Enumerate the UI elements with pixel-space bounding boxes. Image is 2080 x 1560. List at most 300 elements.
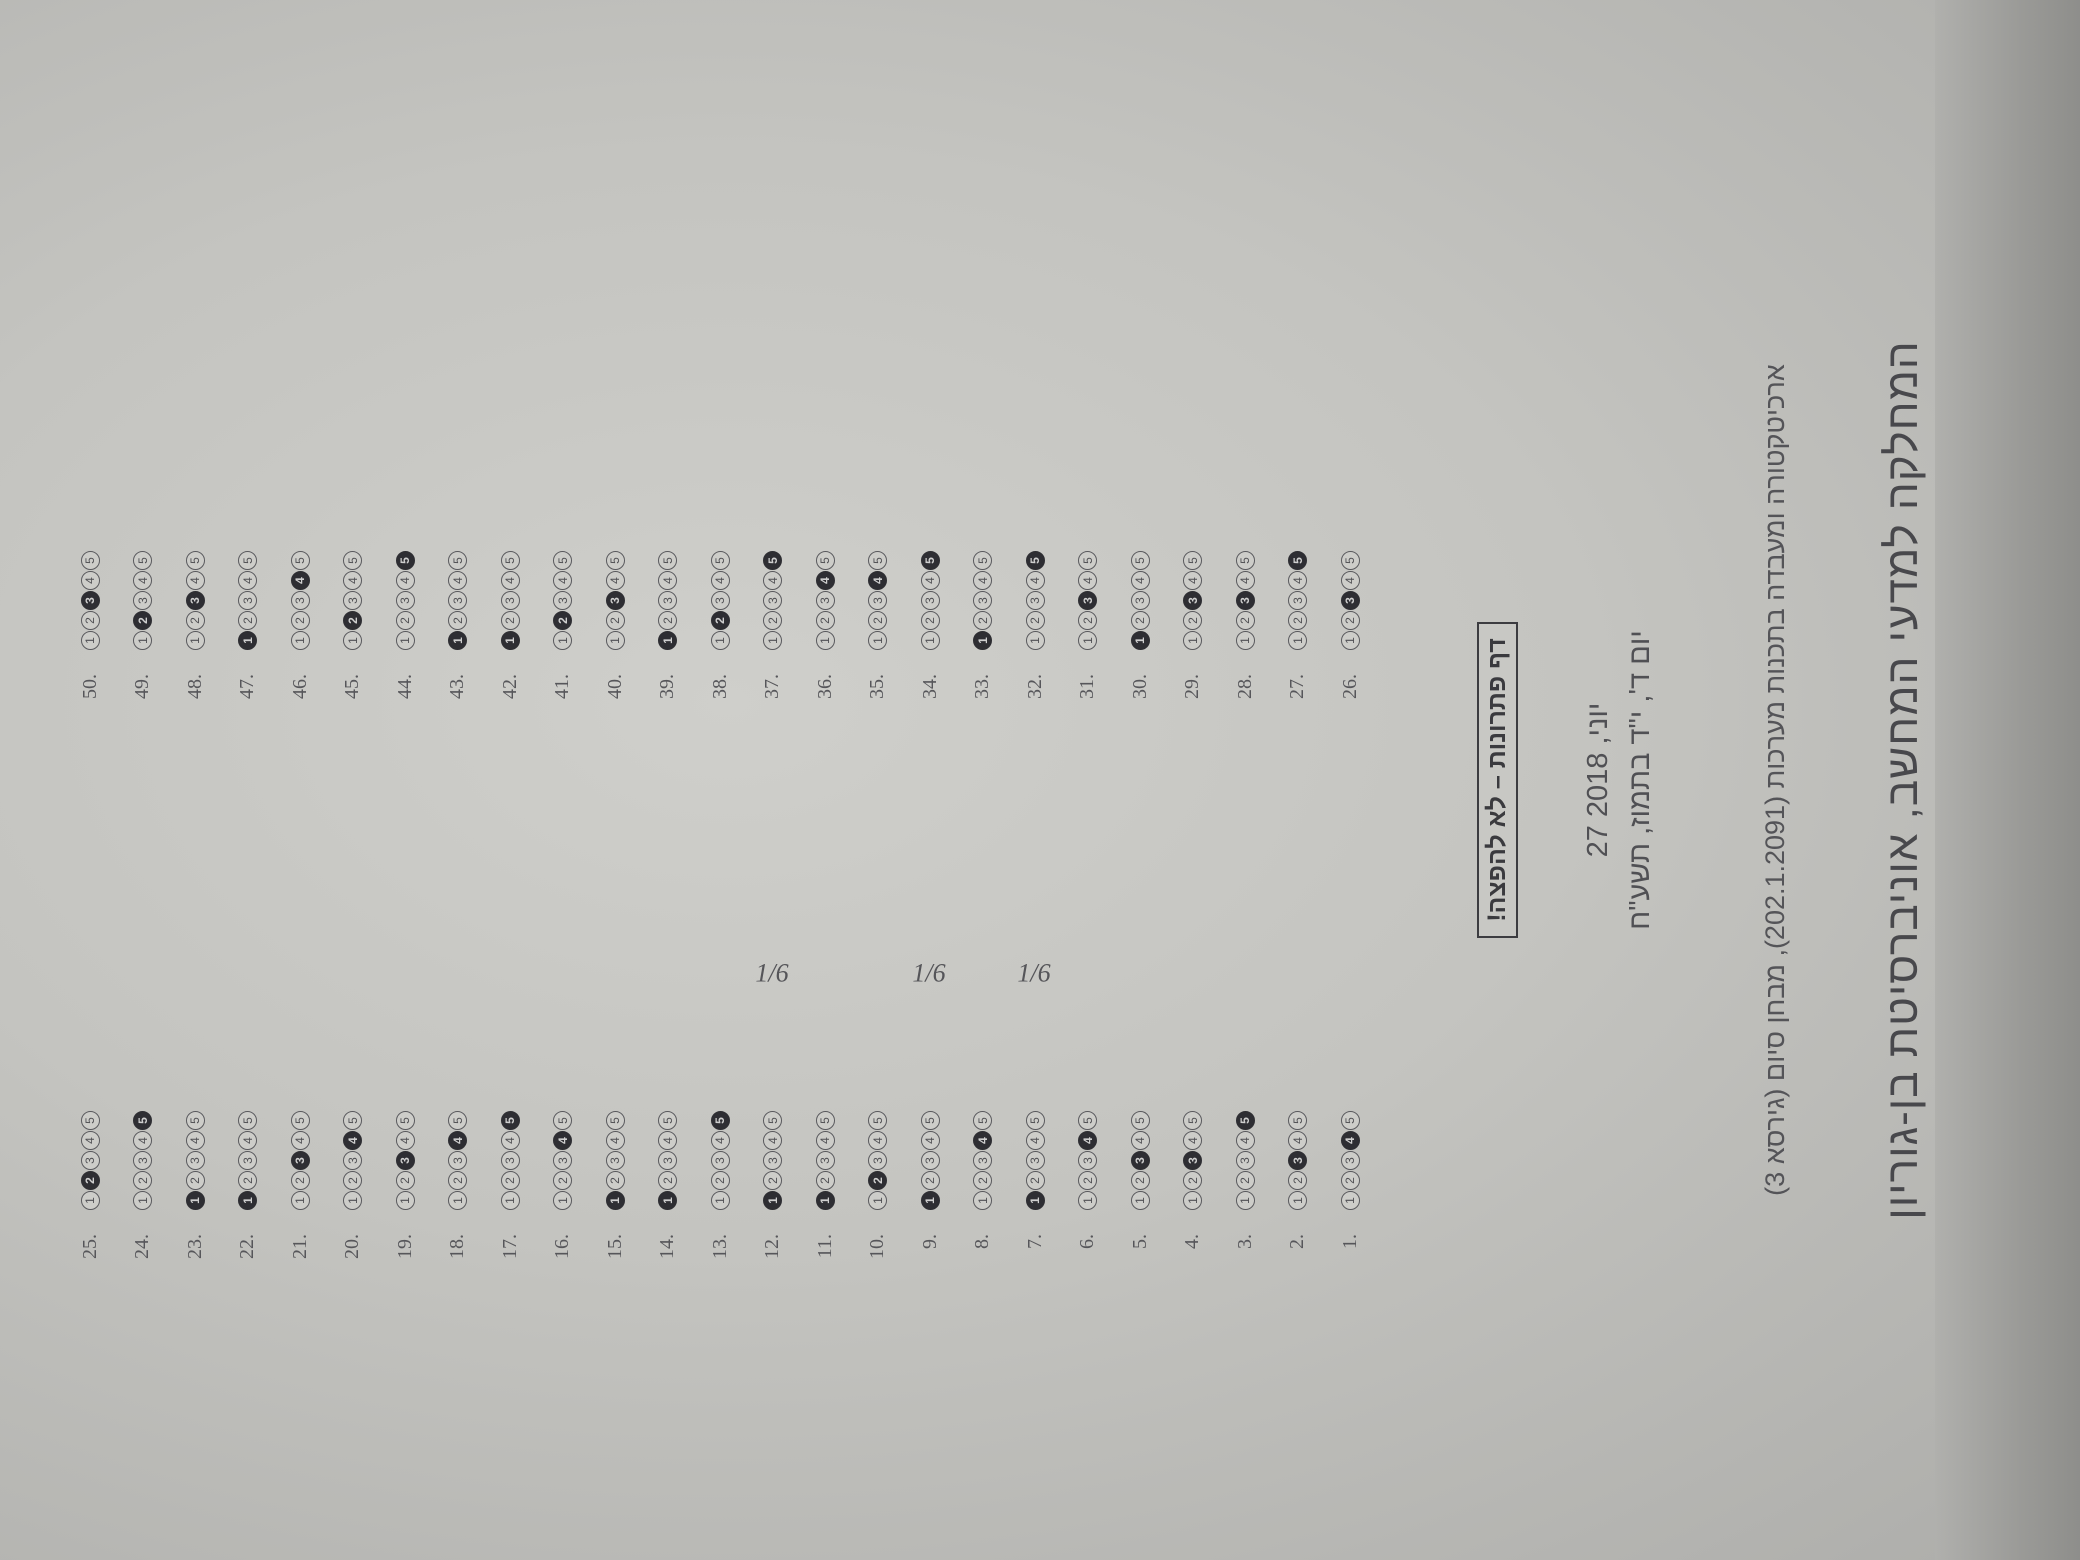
answer-row <box>228 1110 268 1290</box>
answer-row <box>648 1110 688 1290</box>
answer-bubble[interactable]: 2 <box>606 1171 625 1190</box>
answer-bubble[interactable]: 1 <box>343 631 362 650</box>
answer-bubble-filled[interactable]: 2 <box>553 611 572 630</box>
answer-bubble[interactable]: 4 <box>606 1131 625 1150</box>
answer-bubble[interactable]: 1 <box>1341 1191 1360 1210</box>
answer-bubble[interactable]: 4 <box>658 1131 677 1150</box>
answer-bubble[interactable]: 5 <box>868 551 887 570</box>
answer-bubble[interactable]: 4 <box>396 571 415 590</box>
answer-bubble[interactable]: 5 <box>1131 551 1150 570</box>
answer-bubble[interactable]: 2 <box>1078 1171 1097 1190</box>
answer-bubble[interactable]: 4 <box>238 571 257 590</box>
answer-bubble-filled[interactable]: 3 <box>1131 1151 1150 1170</box>
answer-bubble-filled[interactable]: 1 <box>448 631 467 650</box>
answer-bubble[interactable]: 2 <box>658 611 677 630</box>
answer-bubble[interactable]: 2 <box>1131 1171 1150 1190</box>
answer-bubble[interactable]: 2 <box>763 1171 782 1190</box>
answer-bubble[interactable]: 1 <box>81 631 100 650</box>
answer-bubble[interactable]: 5 <box>396 1111 415 1130</box>
answer-row <box>1225 550 1265 730</box>
answer-bubble[interactable]: 2 <box>1183 1171 1202 1190</box>
answer-row <box>490 550 530 730</box>
answer-bubble[interactable]: 1 <box>1341 631 1360 650</box>
answer-bubble[interactable]: 5 <box>1341 1111 1360 1130</box>
answer-bubble-filled[interactable]: 4 <box>1341 1131 1360 1150</box>
answer-bubble[interactable]: 4 <box>1131 571 1150 590</box>
answer-bubble[interactable]: 5 <box>1183 1111 1202 1130</box>
answer-bubble[interactable]: 1 <box>291 1191 310 1210</box>
answer-bubble[interactable]: 1 <box>81 1191 100 1210</box>
answer-bubble[interactable]: 4 <box>1341 571 1360 590</box>
answer-bubble[interactable]: 1 <box>448 1191 467 1210</box>
answer-bubble[interactable]: 2 <box>343 1171 362 1190</box>
answer-bubble[interactable]: 4 <box>186 1131 205 1150</box>
answer-bubble[interactable]: 3 <box>291 591 310 610</box>
answer-bubble[interactable]: 2 <box>291 1171 310 1190</box>
answer-bubble[interactable]: 2 <box>658 1171 677 1190</box>
answer-bubble[interactable]: 2 <box>763 611 782 630</box>
answer-bubble[interactable]: 5 <box>133 551 152 570</box>
question-number: 20. <box>341 1234 363 1259</box>
answer-row <box>1330 1110 1370 1290</box>
answer-bubble-filled[interactable]: 2 <box>81 1171 100 1190</box>
answer-bubble[interactable]: 2 <box>711 1171 730 1190</box>
answer-bubble-filled[interactable]: 3 <box>81 591 100 610</box>
answer-bubble[interactable]: 3 <box>816 591 835 610</box>
answer-bubble[interactable]: 4 <box>553 571 572 590</box>
answer-bubble[interactable]: 4 <box>1288 571 1307 590</box>
answer-bubble[interactable]: 2 <box>396 611 415 630</box>
answer-bubble[interactable]: 1 <box>501 1191 520 1210</box>
answer-bubble[interactable]: 3 <box>1131 591 1150 610</box>
answer-bubble-filled[interactable]: 2 <box>133 611 152 630</box>
answer-bubble[interactable]: 4 <box>396 1131 415 1150</box>
answer-bubble[interactable]: 1 <box>921 631 940 650</box>
answer-bubble[interactable]: 1 <box>973 1191 992 1210</box>
answer-bubble[interactable]: 2 <box>1131 611 1150 630</box>
answer-row <box>910 1110 950 1290</box>
answer-bubble[interactable]: 1 <box>868 1191 887 1210</box>
answer-bubble[interactable]: 3 <box>343 1151 362 1170</box>
answer-bubble-filled[interactable]: 5 <box>711 1111 730 1130</box>
answer-bubble[interactable]: 2 <box>553 1171 572 1190</box>
question-number: 34. <box>918 674 941 699</box>
answer-bubble[interactable]: 5 <box>1288 1111 1307 1130</box>
answer-bubble[interactable]: 5 <box>868 1111 887 1130</box>
answer-bubble[interactable]: 5 <box>501 551 520 570</box>
answer-bubble[interactable]: 5 <box>81 1111 100 1130</box>
answer-bubble[interactable]: 4 <box>133 1131 152 1150</box>
answer-bubble[interactable]: 3 <box>133 1151 152 1170</box>
answer-bubble[interactable]: 2 <box>448 611 467 630</box>
answer-bubble[interactable]: 4 <box>606 571 625 590</box>
answer-bubble-filled[interactable]: 5 <box>921 551 940 570</box>
answer-bubble[interactable]: 1 <box>133 631 152 650</box>
question-number: 1. <box>1338 1234 1361 1249</box>
answer-bubble[interactable]: 1 <box>343 1191 362 1210</box>
answer-bubble-filled[interactable]: 1 <box>1131 631 1150 650</box>
answer-bubble-filled[interactable]: 4 <box>1078 1131 1097 1150</box>
answer-bubble[interactable]: 3 <box>658 1151 677 1170</box>
answer-bubble[interactable]: 5 <box>553 1111 572 1130</box>
answer-bubble-filled[interactable]: 3 <box>1288 1151 1307 1170</box>
answer-bubble[interactable]: 4 <box>921 1131 940 1150</box>
answer-bubble-filled[interactable]: 3 <box>186 591 205 610</box>
answer-bubble[interactable]: 4 <box>763 571 782 590</box>
answer-bubble[interactable]: 1 <box>396 1191 415 1210</box>
answer-bubble-filled[interactable]: 1 <box>658 631 677 650</box>
answer-bubble-filled[interactable]: 4 <box>816 571 835 590</box>
answer-bubble[interactable]: 1 <box>291 631 310 650</box>
answer-bubble-filled[interactable]: 1 <box>921 1191 940 1210</box>
answer-row <box>70 1110 110 1290</box>
answer-bubble[interactable]: 5 <box>973 1111 992 1130</box>
answer-bubble[interactable]: 2 <box>973 1171 992 1190</box>
question-number: 37. <box>761 674 783 699</box>
answer-row <box>1278 550 1318 730</box>
answer-bubble-filled[interactable]: 3 <box>1183 1151 1202 1170</box>
answer-bubble[interactable]: 2 <box>921 1171 940 1190</box>
answer-bubble[interactable]: 1 <box>763 631 782 650</box>
answer-bubble[interactable]: 4 <box>1078 571 1097 590</box>
answer-bubble[interactable]: 5 <box>186 551 205 570</box>
answer-bubble-filled[interactable]: 4 <box>868 571 887 590</box>
answer-bubble[interactable]: 4 <box>868 1131 887 1150</box>
answer-bubble[interactable]: 2 <box>1078 611 1097 630</box>
answer-bubble[interactable]: 5 <box>448 1111 467 1130</box>
answer-bubble[interactable]: 2 <box>606 611 625 630</box>
answer-bubble[interactable]: 1 <box>711 1191 730 1210</box>
answer-bubble[interactable]: 2 <box>1341 1171 1360 1190</box>
answer-bubble[interactable]: 4 <box>81 1131 100 1150</box>
question-number: 48. <box>183 674 206 699</box>
answer-bubble[interactable]: 4 <box>1026 571 1045 590</box>
answer-bubble[interactable]: 5 <box>81 551 100 570</box>
answer-bubble[interactable]: 4 <box>1131 1131 1150 1150</box>
answer-row <box>1068 550 1108 730</box>
answer-bubble-filled[interactable]: 1 <box>973 631 992 650</box>
answer-bubble[interactable]: 1 <box>868 631 887 650</box>
answer-bubble[interactable]: 2 <box>1288 1171 1307 1190</box>
answer-row <box>385 550 425 730</box>
answer-bubble[interactable]: 3 <box>763 591 782 610</box>
answer-bubble[interactable]: 5 <box>711 551 730 570</box>
answer-bubble-filled[interactable]: 3 <box>396 1151 415 1170</box>
answer-bubble-filled[interactable]: 5 <box>396 551 415 570</box>
answer-row <box>333 1110 373 1290</box>
answer-row <box>648 550 688 730</box>
answer-row <box>543 550 583 730</box>
answer-bubble[interactable]: 4 <box>501 1131 520 1150</box>
question-number: 6. <box>1076 1234 1098 1249</box>
answer-bubble[interactable]: 3 <box>238 591 257 610</box>
answer-row <box>963 1110 1003 1290</box>
answer-bubble[interactable]: 5 <box>1078 1111 1097 1130</box>
answer-bubble[interactable]: 1 <box>711 631 730 650</box>
answer-bubble[interactable]: 4 <box>186 571 205 590</box>
answer-bubble[interactable]: 1 <box>1183 1191 1202 1210</box>
answer-row <box>1330 550 1370 730</box>
answer-bubble[interactable]: 3 <box>448 1151 467 1170</box>
answer-bubble[interactable]: 5 <box>238 551 257 570</box>
answer-bubble-filled[interactable]: 2 <box>711 611 730 630</box>
answer-row <box>1225 1110 1265 1290</box>
answer-bubble[interactable]: 4 <box>448 571 467 590</box>
answer-bubble[interactable]: 2 <box>1288 611 1307 630</box>
answer-bubble[interactable]: 3 <box>816 1151 835 1170</box>
answer-bubble[interactable]: 3 <box>973 591 992 610</box>
question-number: 11. <box>813 1234 836 1259</box>
question-number: 31. <box>1076 674 1098 699</box>
answer-bubble[interactable]: 4 <box>238 1131 257 1150</box>
answer-bubble[interactable]: 2 <box>186 611 205 630</box>
answer-bubble[interactable]: 2 <box>921 611 940 630</box>
answer-bubble[interactable]: 2 <box>1341 611 1360 630</box>
answer-bubble-filled[interactable]: 4 <box>448 1131 467 1150</box>
answer-bubble-filled[interactable]: 5 <box>763 551 782 570</box>
answer-bubble[interactable]: 3 <box>763 1151 782 1170</box>
answer-bubble-filled[interactable]: 1 <box>501 631 520 650</box>
answer-bubble[interactable]: 4 <box>133 571 152 590</box>
answer-bubble[interactable]: 2 <box>1236 611 1255 630</box>
answer-bubble[interactable]: 3 <box>658 591 677 610</box>
answer-bubble[interactable]: 5 <box>1131 1111 1150 1130</box>
answer-bubble[interactable]: 1 <box>606 631 625 650</box>
answer-bubble[interactable]: 3 <box>553 591 572 610</box>
answer-bubble[interactable]: 3 <box>1078 1151 1097 1170</box>
answer-bubble[interactable]: 3 <box>1341 1151 1360 1170</box>
question-number: 28. <box>1233 674 1256 699</box>
answer-bubble-filled[interactable]: 4 <box>553 1131 572 1150</box>
answer-bubble[interactable]: 3 <box>501 1151 520 1170</box>
answer-bubble[interactable]: 5 <box>291 551 310 570</box>
answer-bubble[interactable]: 5 <box>343 1111 362 1130</box>
answer-bubble[interactable]: 4 <box>343 571 362 590</box>
answer-bubble[interactable]: 5 <box>238 1111 257 1130</box>
answer-row <box>858 550 898 730</box>
answer-bubble[interactable]: 2 <box>1236 1171 1255 1190</box>
answer-bubble[interactable]: 4 <box>763 1131 782 1150</box>
answer-bubble[interactable]: 5 <box>921 1111 940 1130</box>
answer-bubble[interactable]: 5 <box>606 1111 625 1130</box>
answer-row <box>595 1110 635 1290</box>
answer-bubble[interactable]: 3 <box>921 1151 940 1170</box>
answer-bubble[interactable]: 3 <box>448 591 467 610</box>
answer-bubble-filled[interactable]: 3 <box>291 1151 310 1170</box>
answer-bubble[interactable]: 5 <box>763 1111 782 1130</box>
answer-bubble[interactable]: 2 <box>1026 1171 1045 1190</box>
answer-bubble[interactable]: 1 <box>1236 631 1255 650</box>
answer-bubble[interactable]: 4 <box>1236 571 1255 590</box>
answer-bubble-filled[interactable]: 1 <box>238 1191 257 1210</box>
gregorian-date: 27 יוני, 2018 <box>1582 702 1614 858</box>
answer-bubble[interactable]: 3 <box>711 1151 730 1170</box>
answer-bubble[interactable]: 4 <box>291 1131 310 1150</box>
answer-bubble[interactable]: 3 <box>396 591 415 610</box>
answer-bubble[interactable]: 1 <box>553 1191 572 1210</box>
answer-bubble[interactable]: 1 <box>1288 1191 1307 1210</box>
question-number: 38. <box>708 674 731 699</box>
answer-bubble[interactable]: 3 <box>238 1151 257 1170</box>
answer-bubble[interactable]: 5 <box>658 551 677 570</box>
answer-bubble-filled[interactable]: 5 <box>1026 551 1045 570</box>
answer-bubble-filled[interactable]: 3 <box>1236 591 1255 610</box>
question-number: 42. <box>498 674 521 699</box>
answer-bubble[interactable]: 2 <box>501 611 520 630</box>
question-number: 22. <box>236 1234 258 1259</box>
answer-bubble[interactable]: 3 <box>868 1151 887 1170</box>
answer-bubble[interactable]: 5 <box>816 551 835 570</box>
answer-bubble[interactable]: 4 <box>816 1131 835 1150</box>
answer-bubble[interactable]: 2 <box>396 1171 415 1190</box>
answer-bubble[interactable]: 2 <box>501 1171 520 1190</box>
answer-bubble[interactable]: 5 <box>186 1111 205 1130</box>
answer-bubble[interactable]: 2 <box>1183 611 1202 630</box>
answer-bubble[interactable]: 3 <box>921 591 940 610</box>
answer-bubble[interactable]: 2 <box>238 1171 257 1190</box>
answer-bubble[interactable]: 5 <box>973 551 992 570</box>
question-number: 12. <box>761 1234 783 1259</box>
answer-bubble[interactable]: 1 <box>816 631 835 650</box>
answer-bubble-filled[interactable]: 1 <box>186 1191 205 1210</box>
answer-bubble[interactable]: 5 <box>553 551 572 570</box>
question-number: 44. <box>393 674 416 699</box>
answer-bubble-filled[interactable]: 1 <box>606 1191 625 1210</box>
answer-row <box>595 550 635 730</box>
answer-bubble[interactable]: 5 <box>1078 551 1097 570</box>
solution-notice: דף פתרונות – לא להפצה! <box>1477 622 1518 938</box>
answer-bubble[interactable]: 4 <box>921 571 940 590</box>
answer-bubble[interactable]: 1 <box>186 631 205 650</box>
answer-bubble[interactable]: 5 <box>606 551 625 570</box>
answer-bubble[interactable]: 4 <box>1183 1131 1202 1150</box>
answer-bubble[interactable]: 3 <box>973 1151 992 1170</box>
answer-bubble[interactable]: 1 <box>1078 631 1097 650</box>
answer-bubble[interactable]: 2 <box>186 1171 205 1190</box>
answer-bubble[interactable]: 2 <box>1026 611 1045 630</box>
answer-bubble-filled[interactable]: 1 <box>238 631 257 650</box>
answer-bubble-filled[interactable]: 4 <box>343 1131 362 1150</box>
answer-bubble[interactable]: 2 <box>816 611 835 630</box>
answer-bubble[interactable]: 1 <box>1183 631 1202 650</box>
question-number: 23. <box>183 1234 206 1259</box>
answer-bubble-filled[interactable]: 1 <box>763 1191 782 1210</box>
answer-bubble[interactable]: 1 <box>133 1191 152 1210</box>
answer-bubble[interactable]: 5 <box>1183 551 1202 570</box>
answer-bubble[interactable]: 2 <box>973 611 992 630</box>
answer-bubble[interactable]: 1 <box>1131 1191 1150 1210</box>
answer-bubble[interactable]: 5 <box>343 551 362 570</box>
answer-bubble[interactable]: 5 <box>1341 551 1360 570</box>
handwritten-mark: 1/6 <box>1017 958 1051 988</box>
question-number: 4. <box>1181 1234 1203 1249</box>
answer-bubble[interactable]: 5 <box>816 1111 835 1130</box>
answer-bubble[interactable]: 4 <box>1026 1131 1045 1150</box>
answer-bubble-filled[interactable]: 3 <box>1183 591 1202 610</box>
answer-bubble[interactable]: 3 <box>81 1151 100 1170</box>
answer-bubble[interactable]: 3 <box>501 591 520 610</box>
answer-bubble[interactable]: 2 <box>448 1171 467 1190</box>
answer-bubble-filled[interactable]: 5 <box>1236 1111 1255 1130</box>
answer-bubble[interactable]: 3 <box>343 591 362 610</box>
answer-bubble[interactable]: 4 <box>81 571 100 590</box>
answer-bubble[interactable]: 2 <box>133 1171 152 1190</box>
answer-bubble[interactable]: 1 <box>1026 631 1045 650</box>
answer-bubble-filled[interactable]: 2 <box>868 1171 887 1190</box>
question-number: 49. <box>131 674 153 699</box>
answer-bubble-filled[interactable]: 1 <box>658 1191 677 1210</box>
answer-bubble[interactable]: 3 <box>1026 591 1045 610</box>
answer-bubble[interactable]: 1 <box>1288 631 1307 650</box>
answer-bubble[interactable]: 3 <box>868 591 887 610</box>
answer-bubble-filled[interactable]: 1 <box>816 1191 835 1210</box>
answer-bubble-filled[interactable]: 2 <box>343 611 362 630</box>
answer-bubble[interactable]: 5 <box>1026 1111 1045 1130</box>
answer-bubble-filled[interactable]: 5 <box>133 1111 152 1130</box>
answer-bubble[interactable]: 1 <box>1078 1191 1097 1210</box>
answer-bubble[interactable]: 4 <box>1183 571 1202 590</box>
answer-row <box>385 1110 425 1290</box>
answer-bubble[interactable]: 3 <box>1236 1151 1255 1170</box>
answer-bubble[interactable]: 1 <box>1236 1191 1255 1210</box>
answer-bubble[interactable]: 2 <box>238 611 257 630</box>
answer-bubble[interactable]: 4 <box>658 571 677 590</box>
question-number: 29. <box>1181 674 1203 699</box>
answer-bubble[interactable]: 3 <box>1026 1151 1045 1170</box>
question-number: 3. <box>1233 1234 1256 1249</box>
answer-row <box>123 1110 163 1290</box>
answer-bubble-filled[interactable]: 3 <box>606 591 625 610</box>
answer-bubble[interactable]: 3 <box>186 1151 205 1170</box>
answer-row <box>753 550 793 730</box>
answer-bubble[interactable]: 4 <box>501 571 520 590</box>
answer-bubble-filled[interactable]: 5 <box>1288 551 1307 570</box>
answer-bubble[interactable]: 3 <box>606 1151 625 1170</box>
answer-bubble-filled[interactable]: 3 <box>1341 591 1360 610</box>
answer-bubble[interactable]: 5 <box>1236 551 1255 570</box>
hebrew-date: יום ד', י"ד בתמוז, תשע"ח <box>1624 630 1656 930</box>
answer-row <box>280 550 320 730</box>
answer-bubble[interactable]: 5 <box>658 1111 677 1130</box>
answer-bubble[interactable]: 4 <box>1236 1131 1255 1150</box>
answer-row <box>70 550 110 730</box>
answer-bubble[interactable]: 4 <box>711 1131 730 1150</box>
question-number: 13. <box>708 1234 731 1259</box>
answer-bubble[interactable]: 3 <box>553 1151 572 1170</box>
answer-bubble[interactable]: 2 <box>81 611 100 630</box>
answer-bubble-filled[interactable]: 4 <box>973 1131 992 1150</box>
answer-bubble[interactable]: 3 <box>133 591 152 610</box>
answer-bubble-filled[interactable]: 1 <box>1026 1191 1045 1210</box>
answer-bubble[interactable]: 2 <box>868 611 887 630</box>
answer-bubble[interactable]: 1 <box>396 631 415 650</box>
answer-bubble[interactable]: 1 <box>553 631 572 650</box>
answer-bubble[interactable]: 5 <box>448 551 467 570</box>
question-number: 16. <box>551 1234 573 1259</box>
answer-bubble[interactable]: 3 <box>1288 591 1307 610</box>
answer-bubble-filled[interactable]: 5 <box>501 1111 520 1130</box>
answer-bubble[interactable]: 2 <box>816 1171 835 1190</box>
answer-bubble[interactable]: 4 <box>711 571 730 590</box>
answer-bubble[interactable]: 5 <box>291 1111 310 1130</box>
answer-bubble[interactable]: 4 <box>973 571 992 590</box>
answer-bubble[interactable]: 4 <box>1288 1131 1307 1150</box>
answer-bubble-filled[interactable]: 3 <box>1078 591 1097 610</box>
question-number: 25. <box>78 1234 101 1259</box>
answer-bubble-filled[interactable]: 4 <box>291 571 310 590</box>
answer-bubble[interactable]: 2 <box>291 611 310 630</box>
answer-bubble[interactable]: 3 <box>711 591 730 610</box>
